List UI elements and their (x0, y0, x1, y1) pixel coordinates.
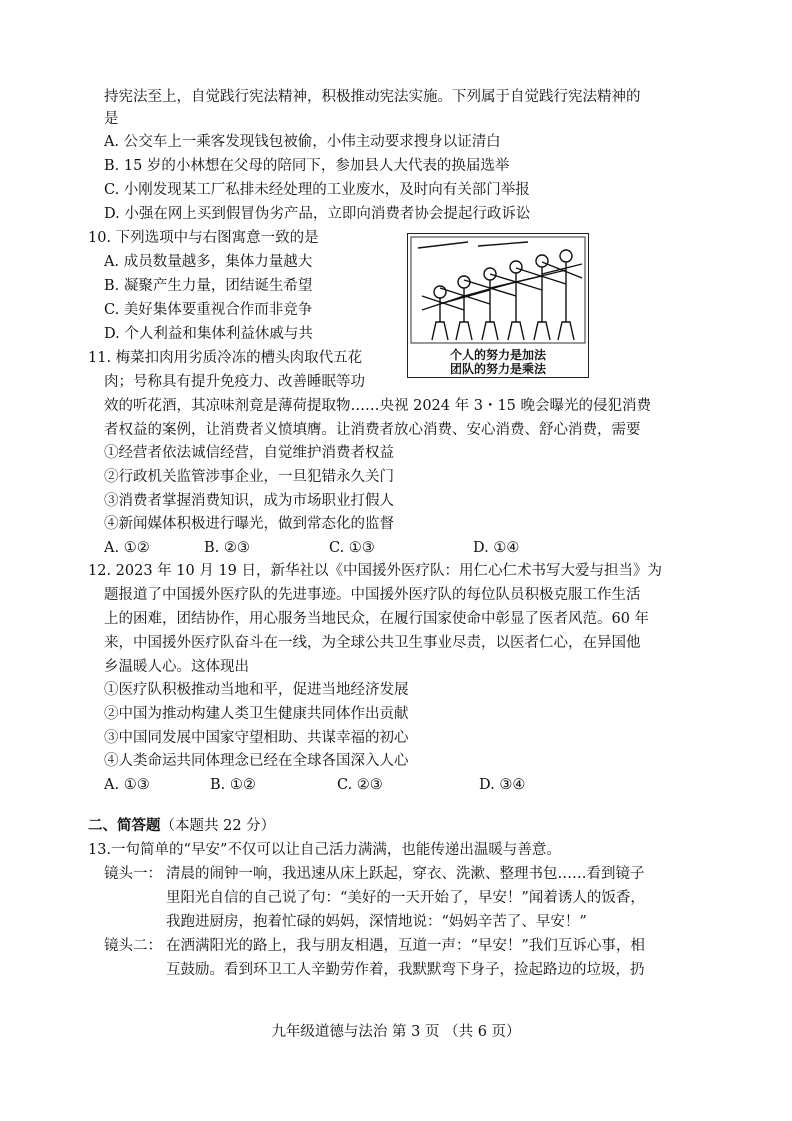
q12-statement-4: ④人类命运共同体理念已经在全球各国深入人心 (104, 753, 409, 769)
q10-option-d: D. 个人利益和集体利益休戚与共 (104, 326, 313, 342)
q11-choice-a: A. ①② (104, 540, 150, 556)
q13-lens1-line1: 清晨的闹钟一响，我迅速从床上跃起，穿衣、洗漱、整理书包……看到镜子 (166, 866, 645, 882)
q10-option-a: A. 成员数量越多，集体力量越大 (104, 254, 313, 270)
q11-choice-d: D. ①④ (473, 540, 520, 556)
q12-stem-line5: 乡温暖人心。这体现出 (104, 659, 249, 675)
q11-choices (104, 538, 519, 558)
q12-choices (104, 775, 525, 795)
q11-choice-b: B. ②③ (204, 540, 250, 556)
q10-option-c: C. 美好集体要重视合作而非竞争 (104, 302, 313, 318)
q9-option-b: B. 15 岁的小林想在父母的陪同下，参加县人大代表的换届选举 (104, 158, 510, 174)
figure-caption-addition: 个人的努力是加法 (449, 348, 546, 362)
q11-statement-1: ①经营者依法诚信经营，自觉维护消费者权益 (104, 445, 394, 461)
q13-lens1-label: 镜头一： (104, 866, 162, 882)
q10-stem: 10. 下列选项中与右图寓意一致的是 (88, 230, 319, 246)
q11-choice-c: C. ①③ (329, 540, 375, 556)
q11-stem-line3: 效的听花酒，其凉味剂竟是薄荷提取物……央视 2024 年 3・15 晚会曝光的侵犯消费 (104, 398, 652, 414)
q13-lens2-line2: 互鼓励。看到环卫工人辛勤劳作着，我默默弯下身子，捡起路边的垃圾，扔 (166, 962, 645, 978)
page-footer: 九年级道德与法治 第 3 页 （共 6 页） (271, 1024, 521, 1040)
q13-stem: 13.一句简单的“早安”不仅可以让自己活力满满，也能传递出温暖与善意。 (88, 842, 561, 858)
q10-option-b: B. 凝聚产生力量，团结诞生希望 (104, 278, 313, 294)
q9-option-a: A. 公交车上一乘客发现钱包被偷，小伟主动要求搜身以证清白 (104, 134, 501, 150)
q11-statement-2: ②行政机关监管涉事企业，一旦犯错永久关门 (104, 469, 394, 485)
q9-option-d: D. 小强在网上买到假冒伪劣产品，立即向消费者协会提起行政诉讼 (104, 206, 531, 222)
q11-stem-line1: 11. 梅菜扣肉用劣质冷冻的槽头肉取代五花 (88, 350, 363, 366)
q12-choice-b: B. ①② (210, 777, 256, 793)
q13-lens2-line1: 在洒满阳光的路上，我与朋友相遇，互道一声：“早安！”我们互诉心事，相 (166, 938, 645, 954)
q13-lens1-line2: 里阳光自信的自己说了句：“美好的一天开始了，早安！”闻着诱人的饭香， (166, 890, 645, 906)
q11-statement-4: ④新闻媒体积极进行曝光，做到常态化的监督 (104, 516, 394, 532)
q11-stem-line4: 者权益的案例，让消费者义愤填膺。让消费者放心消费、安心消费、舒心消费，需要 (104, 422, 641, 438)
q12-choice-d: D. ③④ (479, 777, 526, 793)
q12-stem-line4: 来，中国援外医疗队奋斗在一线，为全球公共卫生事业尽责，以医者仁心，在异国他 (104, 635, 641, 651)
q10-cartoon-figure (407, 233, 589, 378)
teamwork-cartoon-illustration (408, 234, 588, 346)
q13-lens1-line3: 我跑进厨房，抱着忙碌的妈妈，深情地说：“妈妈辛苦了、早安！” (166, 914, 587, 930)
section-heading (88, 816, 275, 836)
figure-caption-multiplication: 团队的努力是乘法 (449, 362, 546, 376)
q13-lens2-label: 镜头二： (104, 938, 162, 954)
q12-statement-1: ①医疗队积极推动当地和平，促进当地经济发展 (104, 682, 409, 698)
q9-option-c: C. 小刚发现某工厂私排未经处理的工业废水，及时向有关部门举报 (104, 182, 530, 198)
section-title: 二、简答题 (88, 818, 161, 834)
q12-stem-line2: 题报道了中国援外医疗队的先进事迹。中国援外医疗队的每位队员积极克服工作生活 (104, 587, 641, 603)
q12-statement-3: ③中国同发展中国家守望相助、共谋幸福的初心 (104, 730, 409, 746)
q11-statement-3: ③消费者掌握消费知识，成为市场职业打假人 (104, 493, 394, 509)
section-score-note: （本题共 22 分） (160, 818, 276, 834)
q11-stem-line2: 肉；号称具有提升免疫力、改善睡眠等功 (104, 374, 365, 390)
q9-stem-end: 是 (104, 111, 119, 127)
q12-choice-a: A. ①③ (104, 777, 150, 793)
q12-choice-c: C. ②③ (337, 777, 383, 793)
q12-statement-2: ②中国为推动构建人类卫生健康共同体作出贡献 (104, 706, 409, 722)
q12-stem-line1: 12. 2023 年 10 月 19 日，新华社以《中国援外医疗队：用仁心仁术书写大爱与担当》为 (88, 563, 663, 579)
q12-stem-line3: 上的困难，团结协作，用心服务当地民众，在履行国家使命中彰显了医者风范。60 年 (104, 611, 650, 627)
q9-stem-continued: 持宪法至上，自觉践行宪法精神，积极推动宪法实施。下列属于自觉践行宪法精神的 (104, 89, 641, 105)
